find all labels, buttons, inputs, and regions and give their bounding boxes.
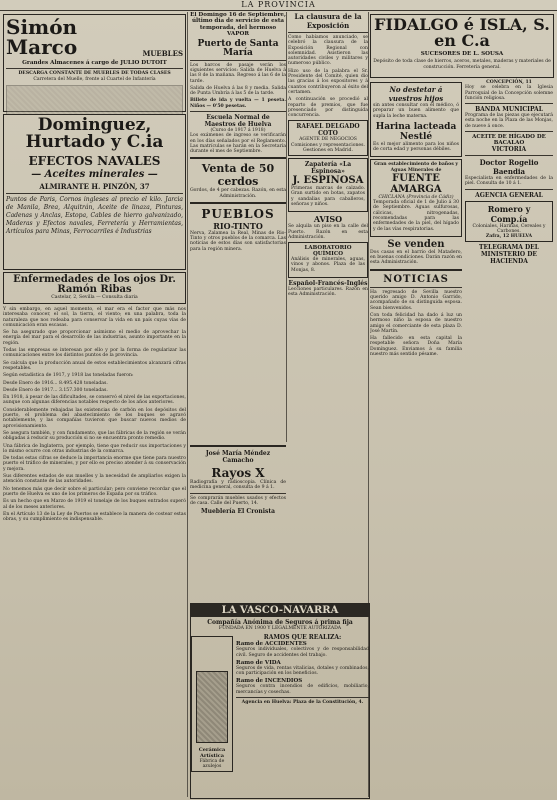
harina-title: Harina lacteada Nestlé	[375, 121, 457, 142]
romero-text: Coloniales, Harinas, Cereales y Carbones.	[472, 223, 546, 234]
muebles-text: Se comprarán muebles usados y efectos de casa. Calle del Puerto, 14.	[190, 495, 286, 506]
laboratorio-text: Análisis de minerales, aguas, vinos y abonos. Plaza de las Monjas, 8.	[291, 257, 365, 273]
fidalgo-ad	[370, 14, 554, 78]
zapateria-name: J. ESPINOSA	[292, 175, 364, 187]
delgado-sub: AGENTE DE NEGOCIOS	[299, 137, 357, 143]
puerto-text: Los barcos de pasaje verán los siguientes servicios: Salida de Huelva á las 8 de la mañana. Regreso á las 6 de la tarde.	[190, 62, 286, 84]
ceramica-ad	[191, 636, 233, 772]
escuela-sub: (Curso de 1917 á 1918)	[210, 128, 266, 133]
vasco-sub2: FUNDADA EN 1900 Y LEGALMENTE AUTORIZADA	[218, 626, 342, 631]
puerto-precios: Billete de ida y vuelta — 1 peseta. Niños — 0'50 pesetas.	[190, 98, 286, 109]
noticias-text: Con toda felicidad ha dado á luz un hermoso niño la esposa de nuestro amigo el comerciante de esta plaza D. José Martín.	[370, 312, 462, 334]
ramo-vida-text: Seguros de vida, rentas vitalicias, dotales y combinados, con participación en los beneficios.	[236, 665, 369, 677]
noticias-text: Ha fallecido en esta capital la respetable señora Doña María Domínguez. Enviamos á su familia nuestro más sentido pésame.	[370, 336, 462, 358]
column-2	[190, 12, 286, 440]
article-paragraph: Sus diferentes estados de sus muelles y la necesidad de ampliarlos exigen la atención constante de las autoridades.	[3, 474, 186, 485]
noticias-text: Ha regresado de Sevilla nuestro querido amigo D. Antonio Garrido, acompañado de su distinguida esposa. Sean bienvenidos.	[370, 289, 462, 311]
column-divider	[187, 12, 188, 797]
article-paragraph: No tenemos más que decir sobre el particular; pero conviene recordar que el puerto de Huelva es uno de los primeros de España por su tráfico.	[3, 486, 186, 497]
vapor-intro: El Domingo 16 de Septiembre, último día de servicio de esta temporada, del hermoso VAPOR	[190, 12, 286, 38]
article-paragraph: En 1918, á pesar de las dificultades, se conservó el nivel de las exportaciones, aunque con algunas diferencias notables respecto de los años anteriores.	[3, 395, 186, 406]
vasco-agencia: Agencia en Huelva: Plaza de la Constitución, 4.	[241, 699, 364, 705]
article-paragraph: Se asegura también, y con fundamento, que las fábricas de la región se verán obligadas á reducir su producción si no se encuentra pronto remedio.	[3, 430, 186, 442]
pueblos-text: Nerva, Zalamea la Real, Minas de Rio-Tinto y otros pueblos de la comarca. Las noticias de estos días son satisfactorias para la región minera.	[190, 230, 286, 252]
venta-text: Gordos, de 4 per cabezas. Razón, en esta Administración.	[190, 188, 286, 199]
delgado-title: RAFAEL DELGADO COTO	[296, 123, 360, 138]
venta-title: Venta de 50 cerdos	[201, 162, 275, 189]
enfermedades-ad	[3, 272, 186, 304]
dominguez-ad	[3, 114, 186, 270]
harina-text: Es el mejor alimento para los niños de corta edad y personas débiles.	[373, 141, 459, 153]
article-paragraph: En el Artículo 13 de la Ley de Puertos se establece la manera de costear estas obras, y su cumplimiento es indispensable.	[3, 511, 186, 523]
clausura-title: La clausura de la Exposición	[294, 12, 362, 30]
escuela-text: Los exámenes de ingreso se verificarán en los días señalados por el Reglamento. Las matrículas se harán en la Secretaría durante el mes de Septiembre.	[190, 133, 286, 155]
article-paragraph: Es un hecho que en Marzo de 1919 el tonelaje de los buques entrados superó al de los meses anteriores.	[3, 499, 186, 510]
zapateria-ad	[288, 158, 368, 212]
fuente-sub: CHICLANA (Provincia de Cádiz)	[378, 194, 454, 200]
pueblos-title: PUEBLOS	[201, 206, 275, 221]
article-paragraph: Y sin embargo, en aquel momento, el mar era el factor que más nos interesaba conocer, el sol, la tierra, el viento; en una palabra, toda la naturaleza que nos rodeaba para conservar la vida en un país cuyas vías de comunicación eran escasas.	[3, 307, 186, 328]
aviso-text: Se alquila un piso en la calle del Puerto. Razón en esta Administración.	[288, 224, 368, 240]
zapateria-text: Primeras marcas de calzado. Gran surtido en botas, zapatos y sandalias para caballeros, señoras y niños.	[291, 186, 365, 207]
article-paragraph: Desde Enero de 1917... 3.157.300 toneladas.	[3, 387, 108, 393]
vasco-sub: Compañía Anónima de Seguros á prima fija	[207, 619, 353, 626]
puerto-title: Puerto de Santa María	[197, 38, 279, 58]
simon-line3: Carretera del Muelle, frente al Cuartel de Infantería	[33, 76, 156, 82]
telegrama-title: TELEGRAMA DEL MINISTERIO DE HACIENDA	[479, 244, 539, 266]
simon-sub: MUEBLES	[142, 49, 183, 58]
muebleria-title: Mueblería El Cronista	[200, 508, 276, 516]
pueblos-sub: RIO-TINTO	[213, 220, 263, 231]
article-paragraph: Según estadística de 1917, y 1918 las toneladas fueron:	[3, 373, 134, 379]
se-venden-text: Dos casas en el barrio del Matadero, en buenas condiciones. Darán razón en esta Administración.	[370, 249, 462, 266]
ramo-accidentes-text: Seguros individuales, colectivos y de responsabilidad civil. Seguro de accidentes del trabajo.	[236, 647, 369, 658]
ceramica-illustration	[196, 671, 228, 743]
noticias-title: NOTICIAS	[383, 273, 449, 285]
simon-engraving	[6, 85, 183, 115]
article-paragraph: Se ha asegurado que proporcionar asimismo el medio de aprovechar la energía del mar para el desarrollo de las industrias, asunto importante en la región.	[3, 330, 186, 346]
agencia-general: AGENCIA GENERAL	[475, 191, 543, 199]
laboratorio-title: LABORATORIO QUÍMICO	[304, 245, 352, 258]
delgado-text: Comisiones y representaciones. Gestiones en Madrid.	[291, 142, 365, 153]
clausura-text: Como habíamos anunciado, se celebró la clausura de la Exposición Regional con solemnidad. Asistieron las autoridades civiles y militares y numeroso público.	[288, 35, 368, 67]
banda-title: BANDA MUNICIPAL	[475, 106, 543, 114]
concepcion-head: CONCEPCIÓN, 11	[486, 80, 532, 85]
destetar-ad	[370, 82, 462, 157]
romero-address: Zafra, 12 HUELVA	[485, 233, 533, 239]
efectos-navales: EFECTOS NAVALES	[28, 154, 161, 168]
article-paragraph: Se calcula que la producción anual de estos establecimientos alcanzará cifras respetables.	[3, 360, 186, 371]
puerto-text-2: Salida de Huelva á las 8 y media. Salida de Punta Umbría á las 5 de la tarde.	[190, 85, 286, 97]
clausura-text: A continuación se procedió al reparto de premios, que fue presenciado por distinguida concurrencia.	[288, 97, 368, 119]
article-paragraph: Desde Enero de 1916... 8.495.428 toneladas.	[3, 380, 108, 386]
fuente-text: Temporada oficial de 1 de Julio á 30 de Septiembre. Aguas sulfurosas, cálcicas, nitrogenadas, recomendadas para las enfermedades de la piel, del hígado y de las vías respiratorias.	[373, 200, 459, 232]
dominguez-title: Dominguez, Hurtado y C.ia	[25, 115, 164, 152]
mendez-ad	[190, 442, 286, 600]
espanol-title: Español-Francés-Inglés	[288, 280, 368, 288]
dominguez-address: ALMIRANTE H. PINZÓN, 37	[39, 182, 150, 191]
ramo-accidentes: Ramo de ACCIDENTES	[236, 641, 307, 648]
ramo-vida: Ramo de VIDA	[236, 659, 281, 666]
enfermedades-sub: Castelar, 2, Sevilla — Consulta diaria	[51, 295, 138, 300]
romero-ad	[465, 201, 553, 243]
rayos-text: Radiografía y radioscopia. Clínica de medicina general, consulta de 9 á 1.	[190, 480, 286, 491]
col4-left	[370, 80, 462, 359]
article-paragraph: De todas estas cifras se deduce la importancia enorme que tiene para nuestro puerto el tráfico de minerales, y por ello es preciso atender á su conservación y mejora.	[3, 456, 186, 472]
rayos-title: Rayos X	[211, 466, 265, 480]
column-divider	[286, 12, 287, 442]
simon-marco-ad	[3, 14, 186, 112]
simon-title: Simón Marco	[6, 15, 78, 59]
ceramica-title: Cerámica Artística	[198, 746, 226, 759]
ramo-incendios: Ramo de INCENDIOS	[236, 678, 303, 685]
victoria-title: VICTORIA	[491, 145, 527, 153]
banda-text: Programa de las piezas que ejecutará esta noche en la Plaza de las Monjas, de nueve á once.	[465, 113, 553, 129]
article-paragraph: Una fábrica de Inglaterra, por ejemplo, tiene que reducir sus importaciones y lo mismo ocurre con otras industrias de la comarca.	[3, 443, 186, 454]
fuente-pre: Gran establecimiento de baños y Aguas Minerales de	[373, 162, 459, 173]
column-4	[370, 12, 554, 797]
bacalao-title: ACEITE DE HÍGADO DE BACALAO	[472, 133, 546, 146]
article-paragraph: Considerablemente rebajadas las existencias de carbón en los depósitos del puerto, el problema del abastecimiento de los buques se agravó notablemente, y las compañías tuvieron que buscar nuevos medios de aprovisionamiento.	[3, 407, 186, 429]
masthead-title: LA PROVINCIA	[241, 0, 316, 9]
article-paragraph: Todas las empresas se interesan por ello y por la forma de regularizar las comunicaciones entre los distintos puntos de la provincia.	[3, 348, 186, 359]
vasco-title: LA VASCO-NAVARRA	[191, 604, 369, 617]
destetar-title: No destetar á vuestros hijos	[388, 85, 444, 103]
aviso-title: AVISO	[313, 214, 343, 225]
vasco-ramos: RAMOS QUE REALIZA:	[263, 634, 342, 642]
zapateria-title: Zapatería «La Espinosa»	[304, 161, 352, 176]
column-1	[3, 12, 186, 797]
column-3	[288, 12, 368, 442]
fuente-title: FUENTE AMARGA	[390, 172, 442, 195]
masthead	[0, 0, 557, 11]
vasco-navarra-ad	[190, 603, 370, 799]
concepcion-text: Hoy se celebra en la Iglesia Parroquial de la Concepción solemne función religiosa.	[465, 85, 553, 101]
simon-line2: DESCARGA CONSTANTE DE MUEBLES DE TODAS CLASES	[18, 71, 171, 77]
dominguez-text: Puntos de Paris, Cornos ingleses al precio el kilo. Jarcia de Manila, Brea, Alquitrán, Aceite de linaza, Pinturas, Cadenas y Anclas, Estopa, Cables de hierro galvanizado, Maderas y Efectos navales, Ferretería y Herramientas, Artículos para Minas, Ferrocarriles é Industrias	[6, 196, 183, 235]
escuela-title: Escuela Normal de Maestros de Huelva	[204, 114, 272, 128]
col4-right	[465, 80, 553, 359]
romero-title: Romero y Comp.ía	[487, 203, 531, 224]
doctor-title: Doctor Rogelio Baendia	[479, 157, 539, 176]
fidalgo-title: FIDALGO é ISLA, S. en C.a	[374, 15, 550, 50]
ramo-incendios-text: Seguros contra incendios de edificios, mobiliario, mercancías y cosechas.	[236, 684, 369, 695]
doctor-text: Especialista en enfermedades de la piel. Consulta de 10 á 1.	[465, 175, 553, 187]
delgado-ad	[288, 120, 368, 156]
aceites-minerales: — Aceites minerales —	[31, 169, 158, 180]
fidalgo-sub: SUCESORES DE L. SOUSA	[420, 51, 504, 57]
mendez-title: José María Méndez Camacho	[205, 450, 271, 464]
se-venden-title: Se venden	[387, 238, 445, 250]
fidalgo-text: Depósito de toda clase de hierros, aceros, metales, maderas y materiales de construcción. Ferretería general.	[373, 59, 551, 70]
laboratorio-ad	[288, 242, 368, 278]
espanol-text: Lecciones particulares. Razón en esta Administración.	[288, 287, 368, 298]
col1-article	[3, 307, 186, 522]
clausura-text: Hizo uso de la palabra el Sr. Presidente del Comité, quien dio las gracias á los expositores y á cuantos contribuyeron al éxito del certamen.	[288, 68, 368, 95]
destetar-text: sin antes consultar con el médico, ó preparar un buen alimento que supla la leche materna.	[373, 103, 459, 119]
simon-line: Grandes Almacenes á cargo de JULIO DUTOIT	[22, 60, 167, 66]
fuente-amarga-ad	[370, 159, 462, 236]
ceramica-sub: Fábrica de azulejos	[199, 758, 225, 769]
enfermedades-title: Enfermedades de los ojos Dr. Ramón Ribas	[13, 274, 176, 295]
